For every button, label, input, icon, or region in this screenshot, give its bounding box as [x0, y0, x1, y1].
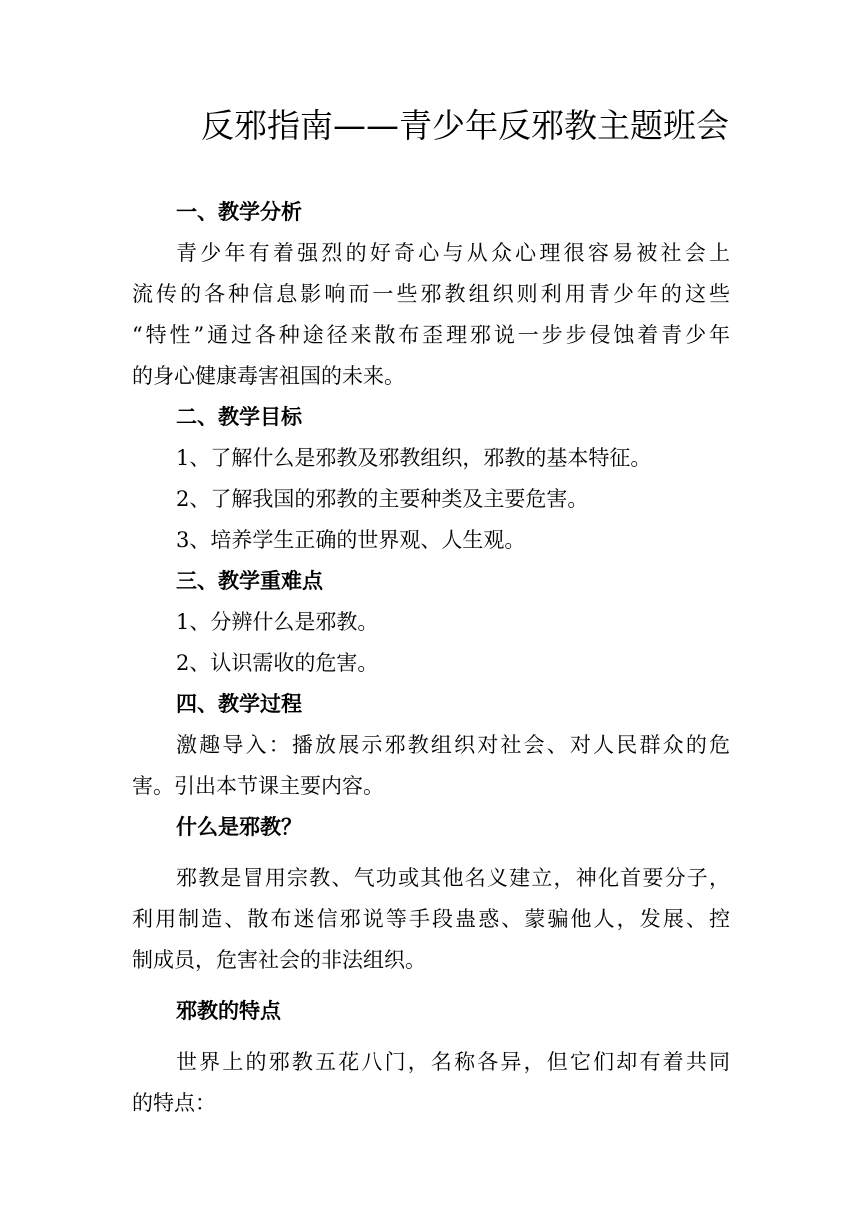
spacer [132, 981, 730, 991]
analysis-line-1: 青少年有着强烈的好奇心与从众心理很容易被社会上 [176, 241, 730, 265]
what-line-2: 利用制造、散布迷信邪说等手段蛊惑、蒙骗他人，发展、控 [132, 907, 730, 931]
analysis-line-2: 流传的各种信息影响而一些邪教组织则利用青少年的这些 [132, 282, 730, 306]
goal-item-1: 1、了解什么是邪教及邪教组织，邪教的基本特征。 [176, 446, 652, 470]
features-line-2: 的特点： [132, 1091, 216, 1115]
section-heading-goals: 二、教学目标 [176, 405, 302, 429]
process-intro-line-1: 激趣导入：播放展示邪教组织对社会、对人民群众的危 [176, 733, 730, 757]
section-heading-process: 四、教学过程 [176, 692, 302, 716]
key-point-item-1: 1、分辨什么是邪教。 [176, 610, 379, 634]
features-line-1: 世界上的邪教五花八门，名称各异，但它们却有着共同 [176, 1050, 730, 1074]
subheading-cult-features: 邪教的特点 [176, 999, 281, 1023]
process-intro-line-2: 害。引出本节课主要内容。 [132, 774, 384, 798]
goal-item-2: 2、了解我国的邪教的主要种类及主要危害。 [176, 487, 589, 511]
what-line-1: 邪教是冒用宗教、气功或其他名义建立，神化首要分子， [176, 866, 730, 890]
document-body [132, 192, 730, 1124]
goal-item-3: 3、培养学生正确的世界观、人生观。 [176, 528, 526, 552]
analysis-line-3: “特性”通过各种途径来散布歪理邪说一步步侵蚀着青少年 [132, 323, 730, 347]
spacer [132, 1032, 730, 1042]
subheading-what-is-cult: 什么是邪教？ [176, 815, 302, 839]
analysis-line-4: 的身心健康毒害祖国的未来。 [132, 364, 405, 388]
section-heading-analysis: 一、教学分析 [176, 200, 302, 224]
key-point-item-2: 2、认识需收的危害。 [176, 651, 379, 675]
spacer [132, 848, 730, 858]
section-heading-key-points: 三、教学重难点 [176, 569, 323, 593]
what-line-3: 制成员，危害社会的非法组织。 [132, 948, 426, 972]
document-title: 反邪指南——青少年反邪教主题班会 [201, 106, 729, 145]
